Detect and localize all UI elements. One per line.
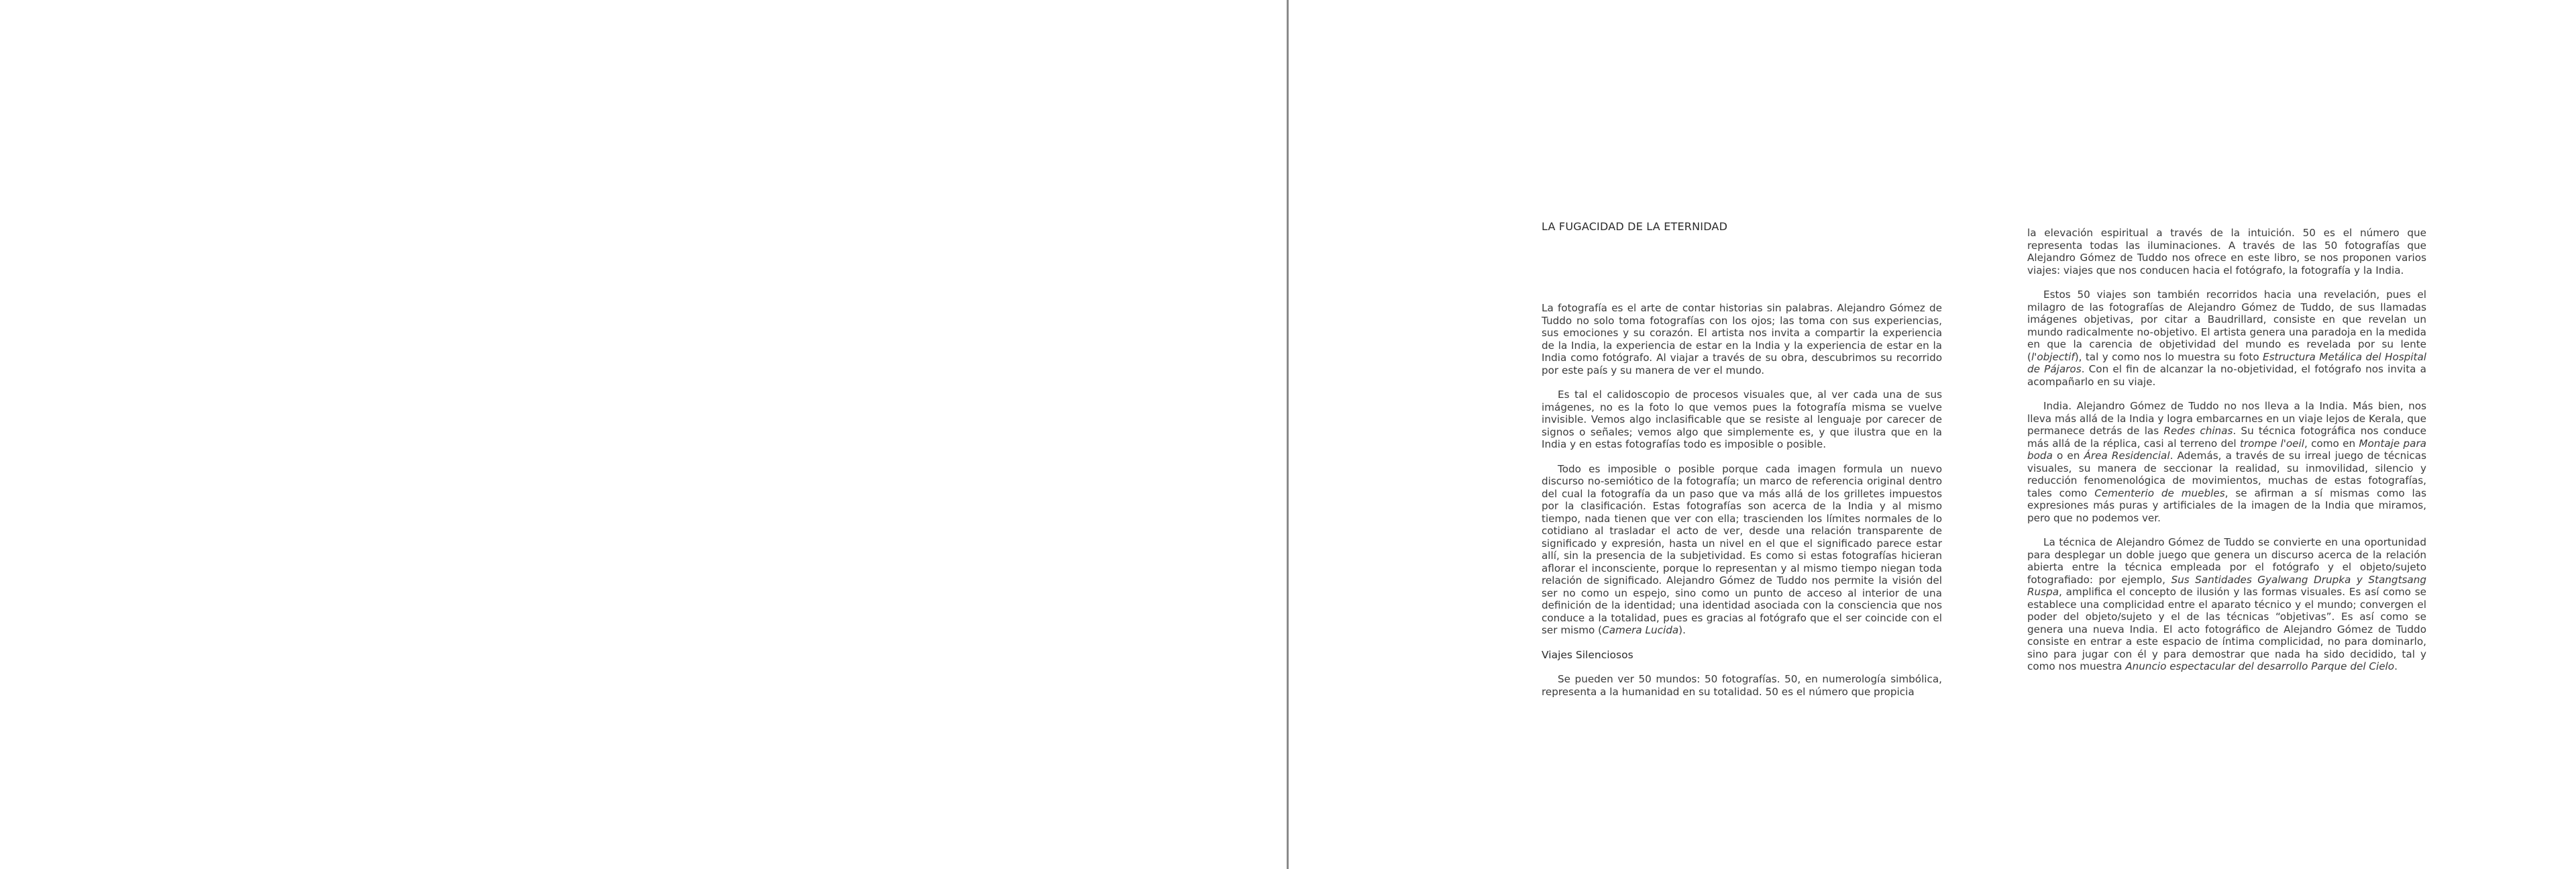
text-run: , amplifica el concepto de ilusión y las formas visuales. Es así como se establece una complicidad entre el aparato técnico y el mundo; convergen el poder del objeto/sujeto y el de las técnicas “objetivas”. Es así como se genera una nueva India. El acto fotográfico de Alejandro Gómez de Tuddo consiste en entrar a este espacio de íntima complicidad, no para dominarlo, sino para jugar con él y para demostrar que nada ha sido decidido, tal y como nos muestra [2027, 586, 2426, 672]
italic-title: Área Residencial [2084, 450, 2170, 462]
text-run: ), tal y como nos lo muestra su foto [2074, 350, 2263, 363]
paragraph [2027, 536, 2426, 673]
text-run: . Su técnica fotográfica nos conduce más allá de la réplica, casi al terreno del [2027, 425, 2426, 450]
paragraph: La fotografía es el arte de contar historias sin palabras. Alejandro Gómez de Tuddo no solo toma fotografías con los ojos; las toma con sus experiencias, sus emociones y su corazón. El artista nos invita a compartir la experiencia de la India, la experiencia de estar en la India y la experiencia de estar en la India como fotógrafo. Al viajar a través de su obra, descubrimos su recorrido por este país y su manera de ver el mundo. [1542, 302, 1942, 376]
text-run: India. Alejandro Gómez de Tuddo no nos lleva a la India. Más bien, nos lleva más allá de la India y logra embarcarnes en un viaje lejos de Kerala, que permanece detrás de las [2027, 400, 2426, 437]
text-column-right [2027, 227, 2426, 685]
italic-title: Camera Lucida [1602, 624, 1679, 636]
text-column-left [1542, 302, 1942, 710]
text-run: Estos 50 viajes son también recorridos hacia una revelación, pues el milagro de las fotografías de Alejandro Gómez de Tuddo, de sus llamadas imágenes objetivas, por citar a Baudrillard, consiste en que revelan un mundo radicalmente no-objetivo. El artista genera una paradoja en la medida en que la carencia de objetividad del mundo es revelada por su lente ( [2027, 289, 2426, 363]
text-run: ). [1678, 624, 1686, 636]
italic-title: Redes chinas [2163, 425, 2233, 437]
paragraph [2027, 289, 2426, 388]
italic-term: trompe l'oeil [2239, 437, 2304, 450]
paragraph [1542, 463, 1942, 637]
paragraph: Se pueden ver 50 mundos: 50 fotografías. 50, en numerología simbólica, representa a la humanidad en su totalidad. 50 es el número que propicia [1542, 673, 1942, 698]
italic-title: Estructura Metálica del Hospital de Pájaros [2027, 350, 2426, 375]
italic-title: Montaje para boda [2027, 437, 2426, 462]
italic-title: Anuncio espectacular del desarrollo Parque del Cielo [2125, 660, 2395, 672]
text-run: La técnica de Alejandro Gómez de Tuddo se convierte en una oportunidad para desplegar un doble juego que genera un discurso acerca de la relación abierta entre la técnica empleada por el fotógrafo y el objeto/sujeto fotografiado: por ejemplo, [2027, 536, 2426, 586]
italic-title: Sus Santidades Gyalwang Drupka y Stangtsang Ruspa [2027, 573, 2427, 598]
section-heading: Viajes Silenciosos [1542, 648, 1633, 661]
paragraph: Es tal el calidoscopio de procesos visuales que, al ver cada una de sus imágenes, no es la foto lo que vemos pues la fotografía misma se vuelve invisible. Vemos algo inclasificable que se resiste al lenguaje por carecer de signos o señales; vemos algo que simplemente es, y que ilustra que en la India y en estas fotografías todo es imposible o posible. [1542, 389, 1942, 450]
text-run: Todo es imposible o posible porque cada imagen formula un nuevo discurso no-semiótico de la fotografía; un marco de referencia original dentro del cual la fotografía da un paso que va más allá de los grilletes impuestos por la clasificación. Estas fotografías son acerca de la India y al mismo tiempo, nada tienen que ver con ella; trascienden los límites normales de lo cotidiano al trasladar el acto de ver, desde una relación transparente de significado y expresión, hasta un nivel en el que el significado parece estar allí, sin la presencia de la subjetividad. Es como si estas fotografías hicieran aflorar el inconsciente, porque lo representan y al mismo tiempo niegan toda relación de significado. Alejandro Gómez de Tuddo nos permite la visión del ser no como un espejo, sino como un punto de acceso al interior de una definición de la identidad; una identidad asociada con la consciencia que nos conduce a la totalidad, pues es gracias al fotógrafo que el ser coincide con el ser mismo ( [1542, 462, 1942, 636]
text-run: , como en [2304, 437, 2359, 450]
text-run: , se afirman a sí mismas como las expresiones más puras y artificiales de la imagen de la India que miramos, pero que no podemos ver. [2027, 487, 2426, 524]
text-run: o en [2052, 450, 2084, 462]
chapter-title: LA FUGACIDAD DE LA ETERNIDAD [1542, 220, 1728, 233]
paragraph [2027, 400, 2426, 524]
text-run: . [2394, 660, 2398, 672]
paragraph: la elevación espiritual a través de la intuición. 50 es el número que representa todas las iluminaciones. A través de las 50 fotografías que Alejandro Gómez de Tuddo nos ofrece en este libro, se nos proponen varios viajes: viajes que nos conducen hacia el fotógrafo, la fotografía y la India. [2027, 227, 2426, 276]
text-run: . Además, a través de su irreal juego de técnicas visuales, su manera de seccionar la realidad, su inmovilidad, silencio y reducción fenomenológica de movimientos, muchas de estas fotografías, tales como [2027, 450, 2427, 499]
italic-title: Cementerio de muebles [2094, 487, 2225, 499]
italic-term: l'objectif [2031, 350, 2075, 363]
left-page-blank [0, 0, 1287, 869]
text-run: . Con el fin de alcanzar la no-objetividad, el fotógrafo nos invita a acompañarlo en su viaje. [2027, 363, 2426, 388]
